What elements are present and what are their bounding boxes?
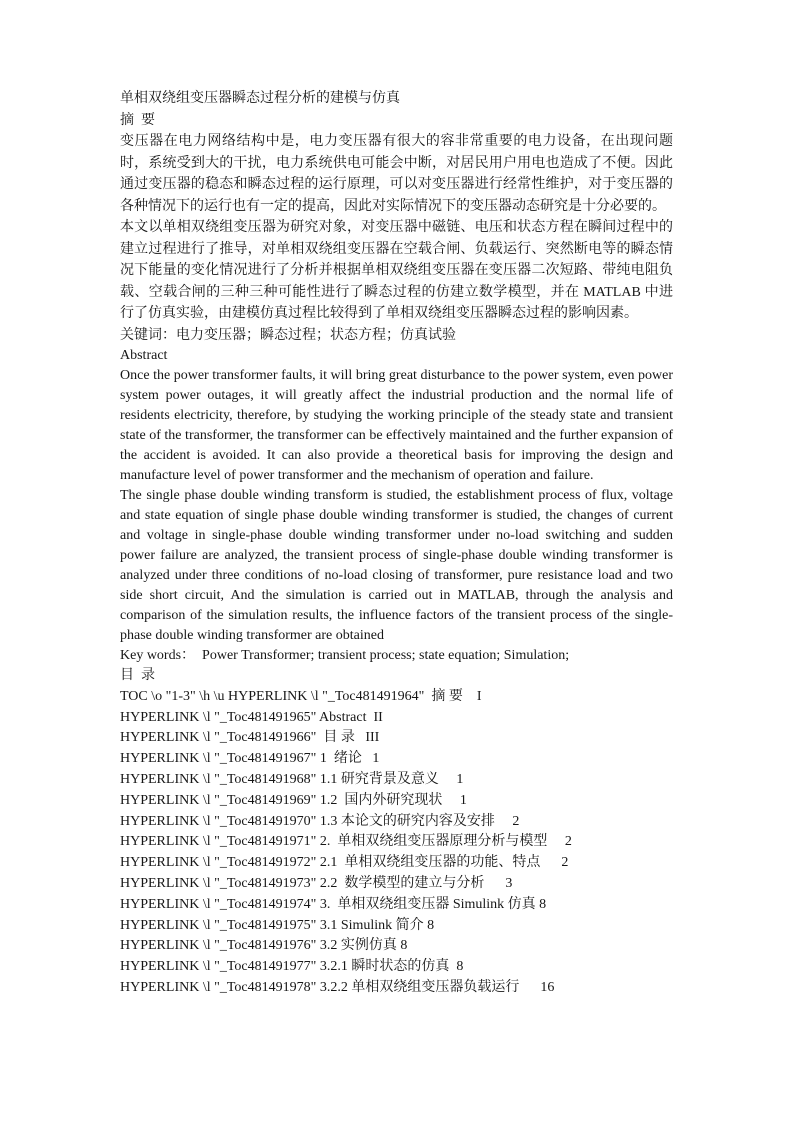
abstract-en-paragraph-2: The single phase double winding transform is studied, the establishment process of flux, voltage and state equation of single phase double winding transformer is studied, the changes of current and voltage in single-phase double winding transformer under no-load switching and sudden power failure are analyzed, the transient process of single-phase double winding transformer is analyzed under three conditions of no-load closing of transformer, pure resistance load and two side short circuit, And the simulation is carried out in MATLAB, through the analysis and comparison of the simulation results, the influence factors of the transient process of the single-phase double winding transformer are obtained xyxy=(120,488,673,643)
abstract-zh-paragraph-2: 本文以单相双绕组变压器为研究对象，对变压器中磁链、电压和状态方程在瞬间过程中的建立过程进行了推导，对单相双绕组变压器在空载合闸、负载运行、突然断电等的瞬态情况下能量的变化情况进行了分析并根据单相双绕组变压器在变压器二次短路、带纯电阻负载、空载合闸的三种三种可能性进行了瞬态过程的仿建立数学模型，并在 MATLAB 中进行了仿真实验，由建模仿真过程比较得到了单相双绕组变压器瞬态过程的影响因素。 xyxy=(120,220,673,321)
toc-entry-3-1: HYPERLINK \l "_Toc481491975" 3.1 Simulink 简介 8 xyxy=(120,917,435,933)
toc-entry-contents: HYPERLINK \l "_Toc481491966" 目 录 III xyxy=(120,730,380,746)
abstract-en-paragraph-1: Once the power transformer faults, it will bring great disturbance to the power system, even power system power outages, it will greatly affect the industrial production and the normal life of residents electricity, therefore, by studying the working principle of the steady state and transient state of the transformer, the transformer can be effectively maintained and the further expansion of the accident is avoided. It can also provide a theoretical basis for improving the design and manufacture level of power transformer and the mechanism of operation and failure. xyxy=(120,368,673,483)
abstract-heading-zh: 摘 要 xyxy=(120,112,155,128)
toc-entry-1-2: HYPERLINK \l "_Toc481491969" 1.2 国内外研究现状 1 xyxy=(120,792,467,808)
toc-entry-1-3: HYPERLINK \l "_Toc481491970" 1.3 本论文的研究内容及安排 2 xyxy=(120,813,520,829)
toc-entry-3-2: HYPERLINK \l "_Toc481491976" 3.2 实例仿真 8 xyxy=(120,938,408,954)
toc-entry-1-1: HYPERLINK \l "_Toc481491968" 1.1 研究背景及意义 1 xyxy=(120,771,464,787)
keywords-zh: 关键词：电力变压器；瞬态过程；状态方程；仿真试验 xyxy=(120,327,456,343)
document-title: 单相双绕组变压器瞬态过程分析的建模与仿真 xyxy=(120,91,400,106)
toc-entry-3-2-1: HYPERLINK \l "_Toc481491977" 3.2.1 瞬时状态的仿真 8 xyxy=(120,959,464,975)
toc-entry-abstract-zh: TOC \o "1-3" \h \u HYPERLINK \l "_Toc481491964" 摘 要 I xyxy=(120,688,482,704)
toc-list xyxy=(120,687,673,999)
toc-heading: 目 录 xyxy=(120,668,155,683)
keywords-en: Key words： Power Transformer; transient process; state equation; Simulation; xyxy=(120,648,570,663)
toc-entry-3: HYPERLINK \l "_Toc481491974" 3. 单相双绕组变压器 Simulink 仿真 8 xyxy=(120,896,547,912)
toc-entry-2-2: HYPERLINK \l "_Toc481491973" 2.2 数学模型的建立与分析 3 xyxy=(120,875,513,891)
toc-entry-2-1: HYPERLINK \l "_Toc481491972" 2.1 单相双绕组变压器的功能、特点 2 xyxy=(120,855,569,871)
toc-entry-2: HYPERLINK \l "_Toc481491971" 2. 单相双绕组变压器原理分析与模型 2 xyxy=(120,834,572,850)
abstract-heading-en: Abstract xyxy=(120,348,168,363)
toc-entry-3-2-2: HYPERLINK \l "_Toc481491978" 3.2.2 单相双绕组变压器负载运行 16 xyxy=(120,979,555,995)
toc-entry-abstract-en: HYPERLINK \l "_Toc481491965" Abstract II xyxy=(120,709,383,725)
toc-entry-1: HYPERLINK \l "_Toc481491967" 1 绪论 1 xyxy=(120,751,380,767)
abstract-zh-paragraph-1: 变压器在电力网络结构中是，电力变压器有很大的容非常重要的电力设备，在出现问题时，系统受到大的干扰，电力系统供电可能会中断，对居民用户用电也造成了不便。因此通过变压器的稳态和瞬态过程的运行原理，可以对变压器进行经常性维护，对于变压器的各种情况下的运行也有一定的提高，因此对实际情况下的变压器动态研究是十分必要的。 xyxy=(120,134,673,214)
